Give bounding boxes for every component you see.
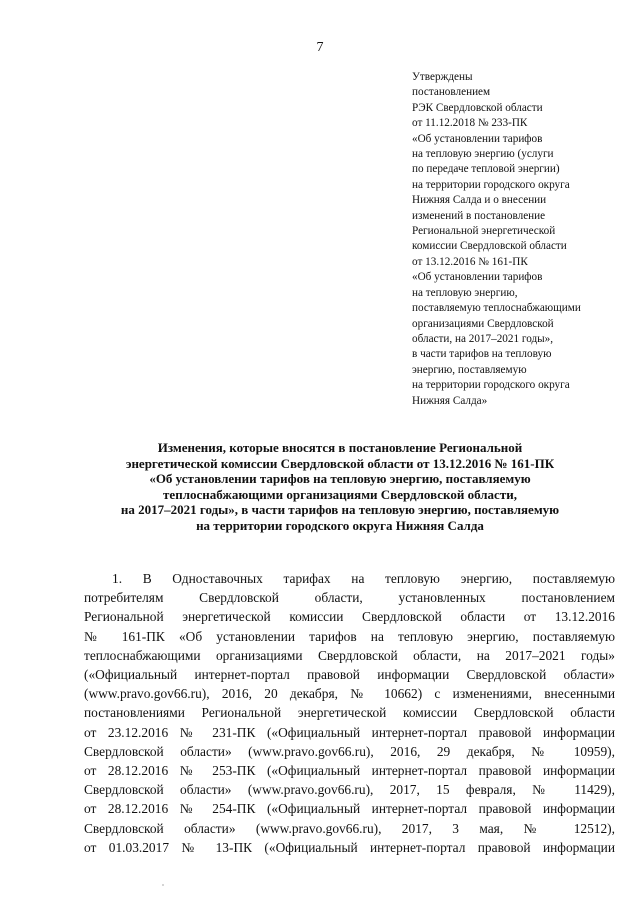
approval-line: на территории городского округа: [412, 178, 570, 191]
body-line: потребителям Свердловской области, установленных постановлением: [84, 590, 615, 606]
document-title: [60, 440, 620, 533]
approval-line: изменений в постановление: [412, 209, 546, 222]
title-line: на 2017–2021 годы», в части тарифов на тепловую энергию, поставляемую: [120, 502, 560, 517]
approval-line: постановлением: [412, 86, 491, 99]
body-line: Свердловской области» (www.pravo.gov66.ru), 2017, 15 февраля, № 11429),: [84, 782, 615, 798]
approval-line: «Об установлении тарифов: [412, 271, 543, 284]
body-line: постановлениями Региональной энергетической комиссии Свердловской области: [84, 705, 615, 721]
body-line: теплоснабжающими организациями Свердловской области, на 2017–2021 годы»: [84, 647, 615, 663]
approval-line: РЭК Свердловской области: [412, 101, 543, 114]
approval-line: энергию, поставляемую: [412, 363, 527, 376]
approval-line: области, на 2017–2021 годы»,: [412, 332, 554, 345]
approval-line: Утверждены: [412, 71, 473, 83]
body-line: 1. В Одноставочных тарифах на тепловую энергию, поставляемую: [112, 571, 615, 586]
approval-line: организациями Свердловской: [412, 317, 554, 330]
approval-line: на территории городского округа: [412, 379, 570, 392]
approval-line: в части тарифов на тепловую: [412, 348, 552, 361]
body-line: Свердловской области» (www.pravo.gov66.ru), 2016, 29 декабря, № 10959),: [84, 743, 615, 759]
approval-line: от 11.12.2018 № 233-ПК: [412, 117, 528, 130]
approval-line: поставляемую теплоснабжающими: [412, 302, 581, 315]
approval-line: Региональной энергетической: [412, 225, 556, 238]
approval-line: от 13.12.2016 № 161-ПК: [412, 255, 528, 268]
page-number: 7: [316, 40, 324, 55]
title-line: энергетической комиссии Свердловской области от 13.12.2016 № 161-ПК: [125, 455, 555, 471]
approval-line: на тепловую энергию (услуги: [412, 148, 554, 161]
body-line: от 01.03.2017 № 13-ПК («Официальный интернет-портал правовой информации: [84, 839, 615, 855]
title-line: теплоснабжающими организациями Свердловской области,: [163, 486, 517, 502]
approval-line: комиссии Свердловской области: [412, 240, 567, 253]
body-line: от 28.12.2016 № 253-ПК («Официальный интернет-портал правовой информации: [84, 763, 615, 779]
approval-line: «Об установлении тарифов: [412, 132, 543, 145]
body-line: Свердловской области» (www.pravo.gov66.ru), 2017, 3 мая, № 12512),: [84, 820, 615, 836]
title-line: Изменения, которые вносятся в постановление Региональной: [157, 440, 523, 455]
approval-line: Нижняя Салда и о внесении: [412, 194, 547, 207]
approval-line: на тепловую энергию,: [412, 286, 518, 299]
body-line: от 28.12.2016 № 254-ПК («Официальный интернет-портал правовой информации: [84, 801, 615, 817]
approval-block: [412, 70, 632, 409]
body-line: № 161-ПК «Об установлении тарифов на тепловую энергию, поставляемую: [84, 628, 615, 644]
scan-speck: [162, 884, 164, 886]
body-line: («Официальный интернет-портал правовой информации Свердловской области»: [84, 667, 615, 683]
body-line: от 23.12.2016 № 231-ПК («Официальный интернет-портал правовой информации: [84, 724, 615, 740]
body-paragraph: [84, 569, 615, 857]
approval-line: по передаче тепловой энергии): [412, 163, 560, 176]
title-line: «Об установлении тарифов на тепловую энергию, поставляемую: [149, 471, 531, 486]
approval-line: Нижняя Салда»: [412, 394, 488, 407]
body-line: (www.pravo.gov66.ru), 2016, 20 декабря, № 10662) с изменениями, внесенными: [84, 686, 615, 702]
body-line: Региональной энергетической комиссии Свердловской области от 13.12.2016: [84, 609, 615, 625]
title-line: на территории городского округа Нижняя Салда: [196, 517, 484, 533]
